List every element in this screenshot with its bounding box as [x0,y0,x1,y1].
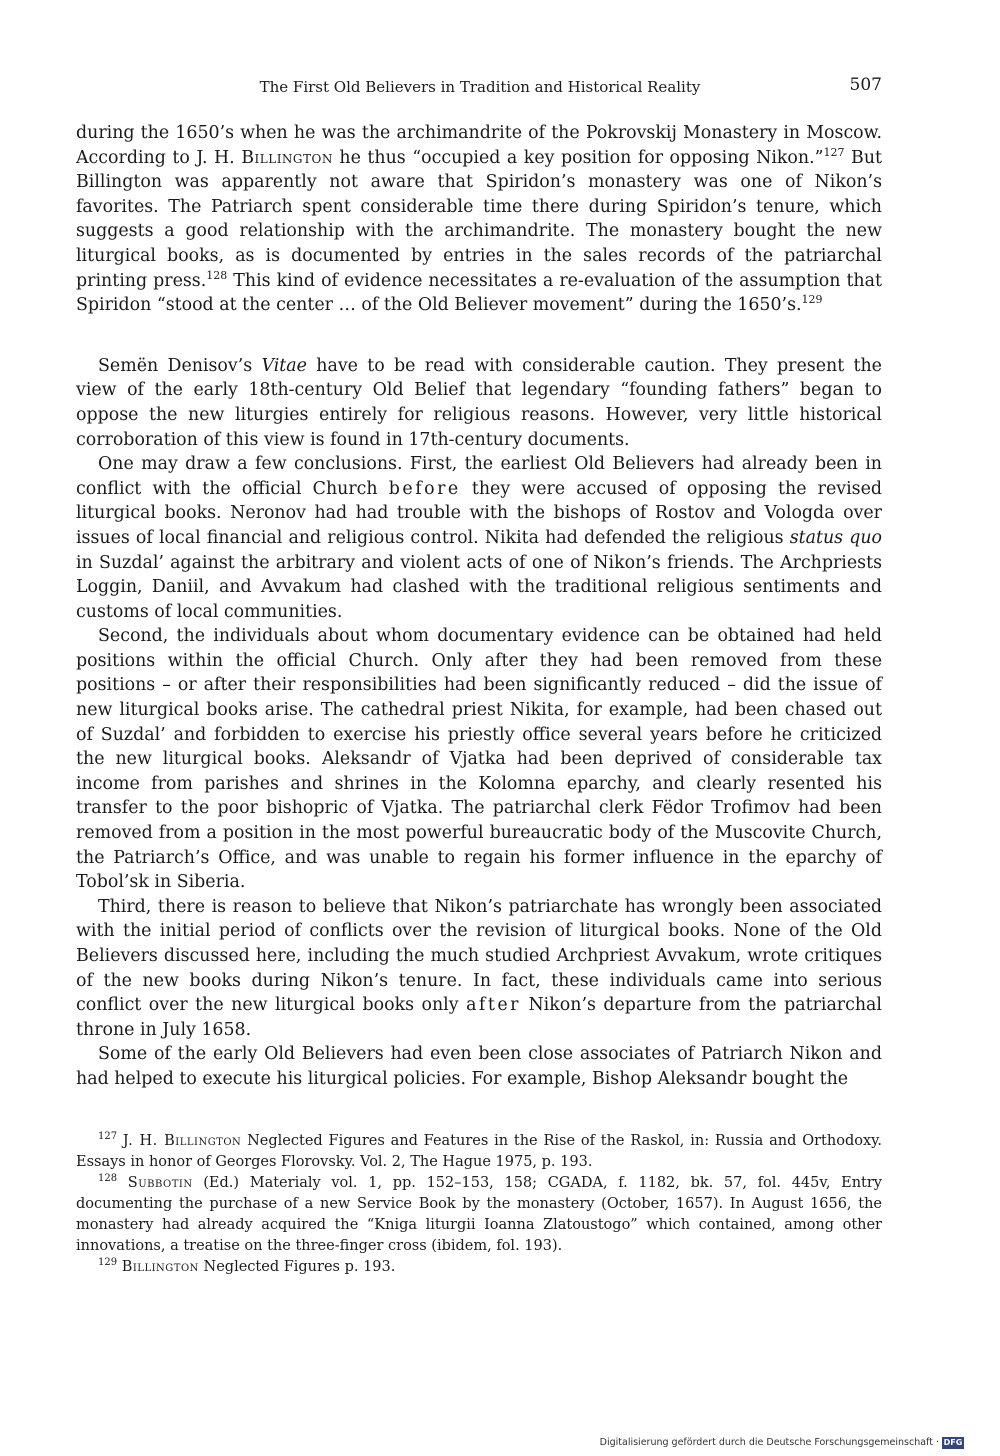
footnote-text: (Ed.) Materialy vol. 1, pp. 152–153, 158; CGADA, f. 1182, bk. 57, fol. 445v, Entry documenting the purchase of a new Service Book by the monastery (October, 1657). In August 1656, the monastery had already acquired the “Kniga liturgii Ioanna Zlatoustogo” which contained, among other innovations, a treatise on the three-finger cross (ibidem, fol. 193). [76,1175,882,1254]
text-run: One may draw a few conclusions. First, the earliest Old Believers had already been in conflict with the official Church [76,454,882,499]
main-text [76,121,882,1092]
footnote-128 [76,1173,882,1257]
footnote-ref-128[interactable]: 128 [206,268,228,282]
text-run: Third, there is reason to believe that Nikon’s patriarchate has wrongly been associated with the initial period of conflicts over the revision of liturgical books. None of the Old Believers discussed here, including the much studied Archpriest Avvakum, wrote critiques of the new books during Nikon’s tenure. In fact, these individuals came into serious conflict over the new liturgical books only [76,896,882,1016]
text-run: they were accused of opposing the revised liturgical books. Neronov had had trouble with the bishops of Rostov and Vologda over issues of local financial and religious control. Nikita had defended the religious [76,478,883,548]
text-run: Nikon’s departure from the patriarchal throne in July 1658. [76,995,882,1040]
footnote-number: 127 [98,1131,118,1143]
text-run: in Suzdal’ against the arbitrary and violent acts of one of Nikon’s friends. The Archpriests Loggin, Daniil, and Avvakum had clashed with the traditional religious sentiments and customs of local communities. [76,552,882,622]
footnote-text: Neglected Figures and Features in the Rise of the Raskol, in: Russia and Orthodoxy. Essays in honor of Georges Florovsky. Vol. 2, The Hague 1975, p. 193. [76,1133,883,1170]
footnote-author: Subbotin [127,1175,193,1191]
paragraph-third-conclusion [76,895,882,1043]
text-run: Semën Denisov’s [98,355,262,376]
text-run: he thus “occupied a key position for opposing Nikon.” [332,147,824,168]
emphasis-spaced: before [388,478,461,499]
footnote-129 [76,1257,882,1278]
page-number: 507 [849,75,882,95]
italic-phrase: status quo [789,527,882,548]
running-head [76,76,884,98]
paragraph-second-conclusion: Second, the individuals about whom documentary evidence can be obtained had held positions within the official Church. Only after they had been removed from these positions – or after their responsibilities had been significantly reduced – did the issue of new liturgical books arise. The cathedral priest Nikita, for example, had been chased out of Suzdal’ and forbidden to exercise his priestly office several years before he criticized the new liturgical books. Aleksandr of Vjatka had been deprived of considerable tax income from parishes and shrines in the Kolomna eparchy, and clearly resented his transfer to the poor bishopric of Vjatka. The patriarchal clerk Fëdor Trofimov had been removed from a position in the most powerful bureaucratic body of the Muscovite Church, the Patriarch’s Office, and was unable to regain his former influence in the eparchy of Tobol’sk in Siberia. [76,626,882,893]
funding-text: Digitalisierung gefördert durch die Deutsche Forschungsgemeinschaft · [599,1437,939,1448]
text-run: This kind of evidence necessitates a re-evaluation of the assumption that Spiridon “stood at the center … of the Old Believer movement” during the 1650’s. [76,270,882,316]
text-run: have to be read with considerable caution. They present the view of the early 18th-century Old Belief that legendary “founding fathers” began to oppose the new liturgies entirely for religious reasons. However, very little historical corroboration of this view is found in 17th-century documents. [76,355,882,450]
footnote-number: 128 [98,1173,118,1185]
text-run: during the 1650’s when he was the archimandrite of the Pokrovskij Monastery in Moscow. According to J. H. [76,123,882,168]
paragraph-denisov [76,354,882,452]
emphasis-spaced: after [466,995,521,1016]
text-run: But Billington was apparently not aware that Spiridon’s monastery was one of Nikon’s favorites. The Patriarch spent considerable time there during Spiridon’s tenure, which suggests a good relationship with the archimandrite. The monastery bought the new liturgical books, as is documented by entries in the sales records of the patriarchal printing press. [76,147,883,291]
paragraph-first-conclusion [76,452,882,624]
dfg-logo: DFG [943,1438,963,1447]
paragraph-associates: Some of the early Old Believers had even been close associates of Patriarch Nikon and had helped to execute his liturgical policies. For example, Bishop Aleksandr bought the [76,1044,882,1089]
author-name: Billington [241,147,333,168]
footnote-ref-129[interactable]: 129 [801,293,823,307]
footnote-number: 129 [98,1257,118,1269]
footnote-ref-127[interactable]: 127 [823,145,845,159]
footnote-127 [76,1131,882,1173]
footnote-author: J. H. Billington [122,1133,242,1149]
digitization-note [600,1435,964,1451]
footnotes [76,1131,882,1278]
paragraph-spiridon [76,121,882,318]
running-title: The First Old Believers in Tradition and Historical Reality [259,78,701,96]
footnote-text: Neglected Figures p. 193. [198,1259,396,1275]
italic-title: Vitae [261,355,307,376]
footnote-author: Billington [121,1259,199,1275]
